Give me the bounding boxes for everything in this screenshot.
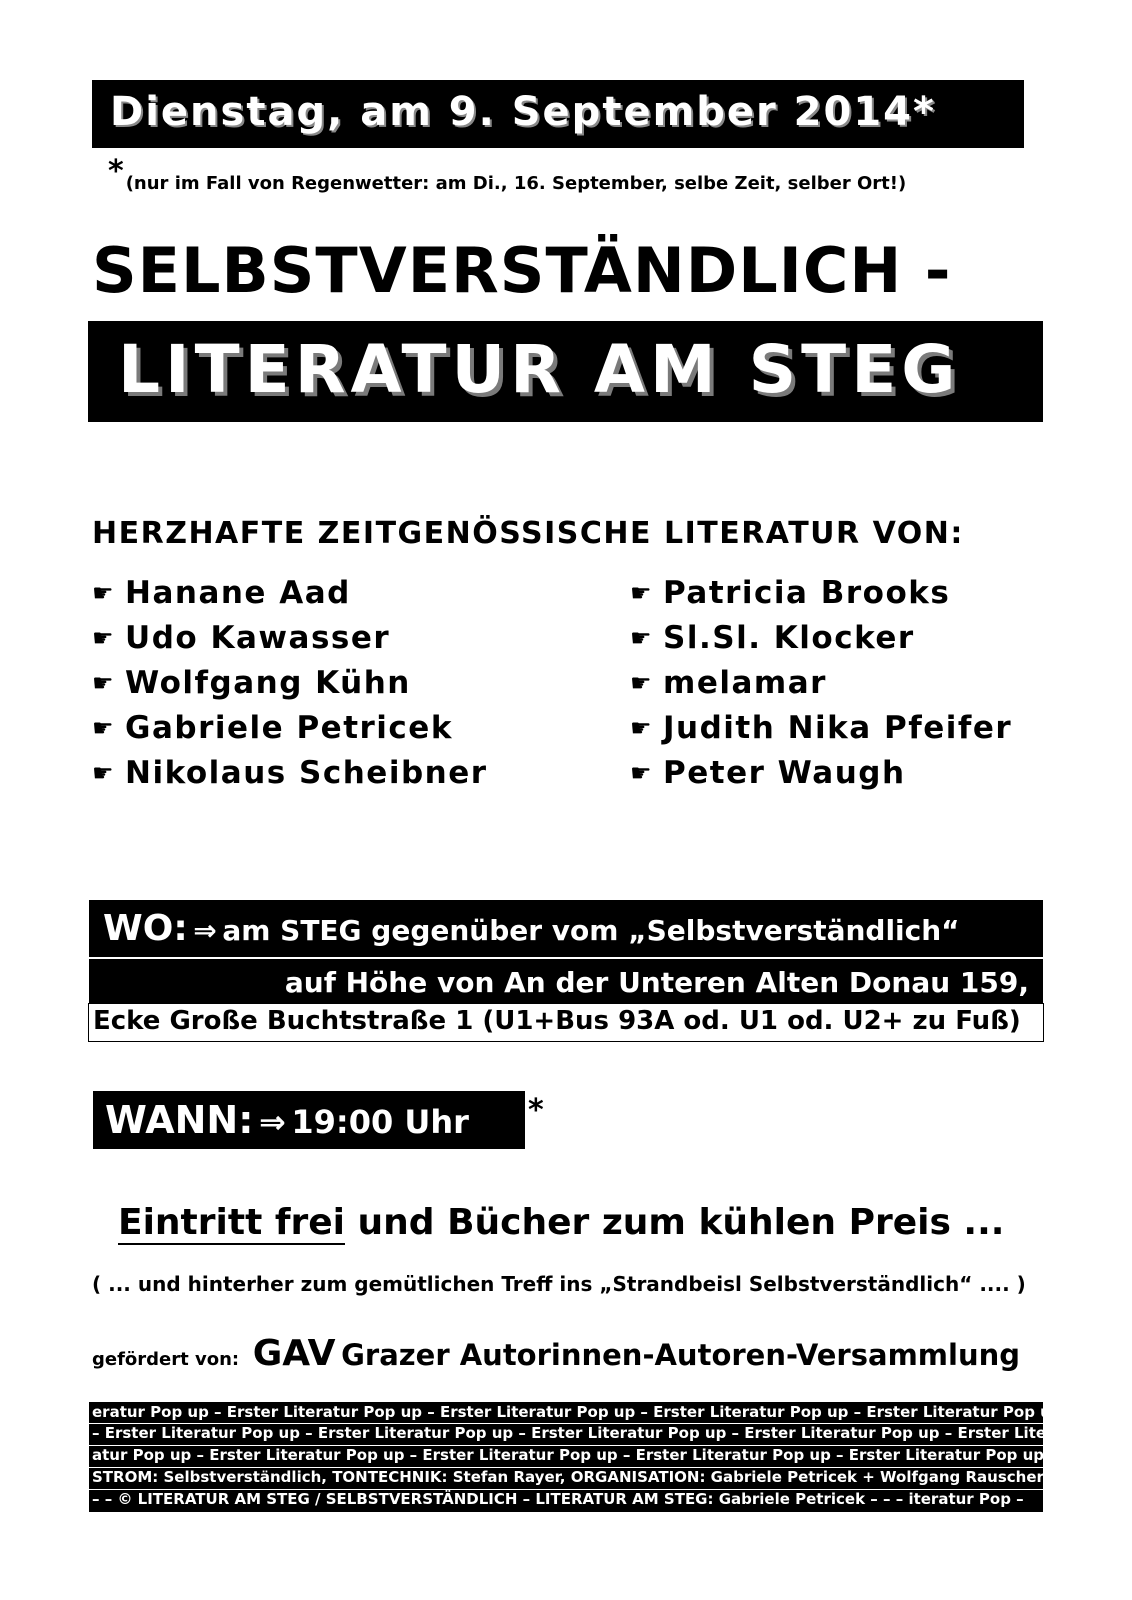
author-item: [92, 620, 391, 656]
time-value: 19:00 Uhr: [291, 1103, 469, 1141]
location-text-1: am STEG gegenüber vom „Selbstverständlich“: [222, 914, 960, 947]
admission-rest: und Bücher zum kühlen Preis ...: [345, 1202, 1005, 1243]
pointing-hand-icon: ☛: [92, 714, 116, 742]
credits-line: – – © LITERATUR AM STEG / SELBSTVERSTÄNDLICH – LITERATUR AM STEG: Gabriele Petricek – – – iteratur Pop –: [92, 1490, 1024, 1508]
author-item: [630, 620, 915, 656]
sponsor-acronym: GAV: [252, 1333, 336, 1374]
author-name: Nikolaus Scheibner: [125, 755, 488, 791]
author-name: Udo Kawasser: [125, 620, 391, 656]
arrow-right-icon: ⇒: [193, 914, 217, 947]
location-line-1: [103, 908, 960, 949]
divider: [89, 957, 1043, 959]
credits-line: STROM: Selbstverständlich, TONTECHNIK: Stefan Rayer, ORGANISATION: Gabriele Petricek + Wolfgang Rauscher: [92, 1468, 1044, 1486]
afterparty-note: ( ... und hinterher zum gemütlichen Treff ins „Strandbeisl Selbstverständlich“ .... ): [92, 1272, 1026, 1296]
date-banner: [92, 80, 1024, 148]
time-box: [93, 1091, 525, 1149]
author-item: [630, 665, 827, 701]
admission-line: [118, 1202, 1004, 1243]
location-line-3: [88, 1003, 1044, 1042]
time-label: WANN:: [105, 1098, 254, 1142]
pointing-hand-icon: ☛: [630, 669, 654, 697]
author-item: [92, 755, 488, 791]
sponsor-line: [92, 1333, 1020, 1374]
author-item: [630, 755, 906, 791]
author-name: Patricia Brooks: [663, 575, 951, 611]
admission-free: Eintritt frei: [118, 1202, 345, 1243]
pointing-hand-icon: ☛: [630, 624, 654, 652]
author-item: [630, 710, 1013, 746]
location-text-3: Ecke Große Buchtstraße 1 (U1+Bus 93A od. U1 od. U2+ zu Fuß): [93, 1006, 1021, 1036]
pointing-hand-icon: ☛: [92, 579, 116, 607]
authors-heading: HERZHAFTE ZEITGENÖSSISCHE LITERATUR VON:: [92, 516, 964, 551]
credits-block: [89, 1402, 1062, 1512]
sponsor-name: Grazer Autorinnen-Autoren-Versammlung: [341, 1338, 1020, 1372]
time-star: *: [528, 1093, 544, 1128]
sponsor-label: gefördert von:: [92, 1349, 240, 1370]
location-box: [89, 900, 1043, 1042]
author-name: Hanane Aad: [125, 575, 351, 611]
author-name: Peter Waugh: [663, 755, 906, 791]
pointing-hand-icon: ☛: [630, 714, 654, 742]
subtitle-banner: [88, 321, 1043, 422]
pointing-hand-icon: ☛: [630, 759, 654, 787]
rain-note: [108, 154, 907, 197]
credits-line: atur Pop up – Erster Literatur Pop up – Erster Literatur Pop up – Erster Literatur Pop up – Erster Literatur Pop up –: [92, 1446, 1057, 1464]
credits-line: eratur Pop up – Erster Literatur Pop up – Erster Literatur Pop up – Erster Literatur Pop up – Erster Literatur Pop up: [92, 1403, 1062, 1421]
rain-note-star: *: [108, 154, 124, 189]
author-name: Sl.Sl. Klocker: [663, 620, 915, 656]
subtitle-text: LITERATUR AM STEG: [118, 331, 961, 408]
author-item: [630, 575, 951, 611]
author-name: melamar: [663, 665, 827, 701]
pointing-hand-icon: ☛: [630, 579, 654, 607]
author-name: Wolfgang Kühn: [125, 665, 411, 701]
date-text: Dienstag, am 9. September 2014*: [110, 89, 936, 135]
main-title: SELBSTVERSTÄNDLICH -: [92, 234, 952, 307]
pointing-hand-icon: ☛: [92, 624, 116, 652]
pointing-hand-icon: ☛: [92, 759, 116, 787]
author-name: Gabriele Petricek: [125, 710, 453, 746]
author-item: [92, 710, 453, 746]
pointing-hand-icon: ☛: [92, 669, 116, 697]
location-label: WO:: [103, 908, 188, 949]
credits-line: – Erster Literatur Pop up – Erster Literatur Pop up – Erster Literatur Pop up – Erster Literatur Pop up – Erster Liter: [92, 1424, 1054, 1442]
rain-note-text: (nur im Fall von Regenwetter: am Di., 16. September, selbe Zeit, selber Ort!): [125, 173, 907, 194]
author-name: Judith Nika Pfeifer: [663, 710, 1013, 746]
time-line: [105, 1098, 469, 1142]
author-item: [92, 665, 411, 701]
author-item: [92, 575, 351, 611]
arrow-right-icon: ⇒: [259, 1103, 286, 1141]
location-text-2: auf Höhe von An der Unteren Alten Donau 159,: [284, 966, 1029, 999]
